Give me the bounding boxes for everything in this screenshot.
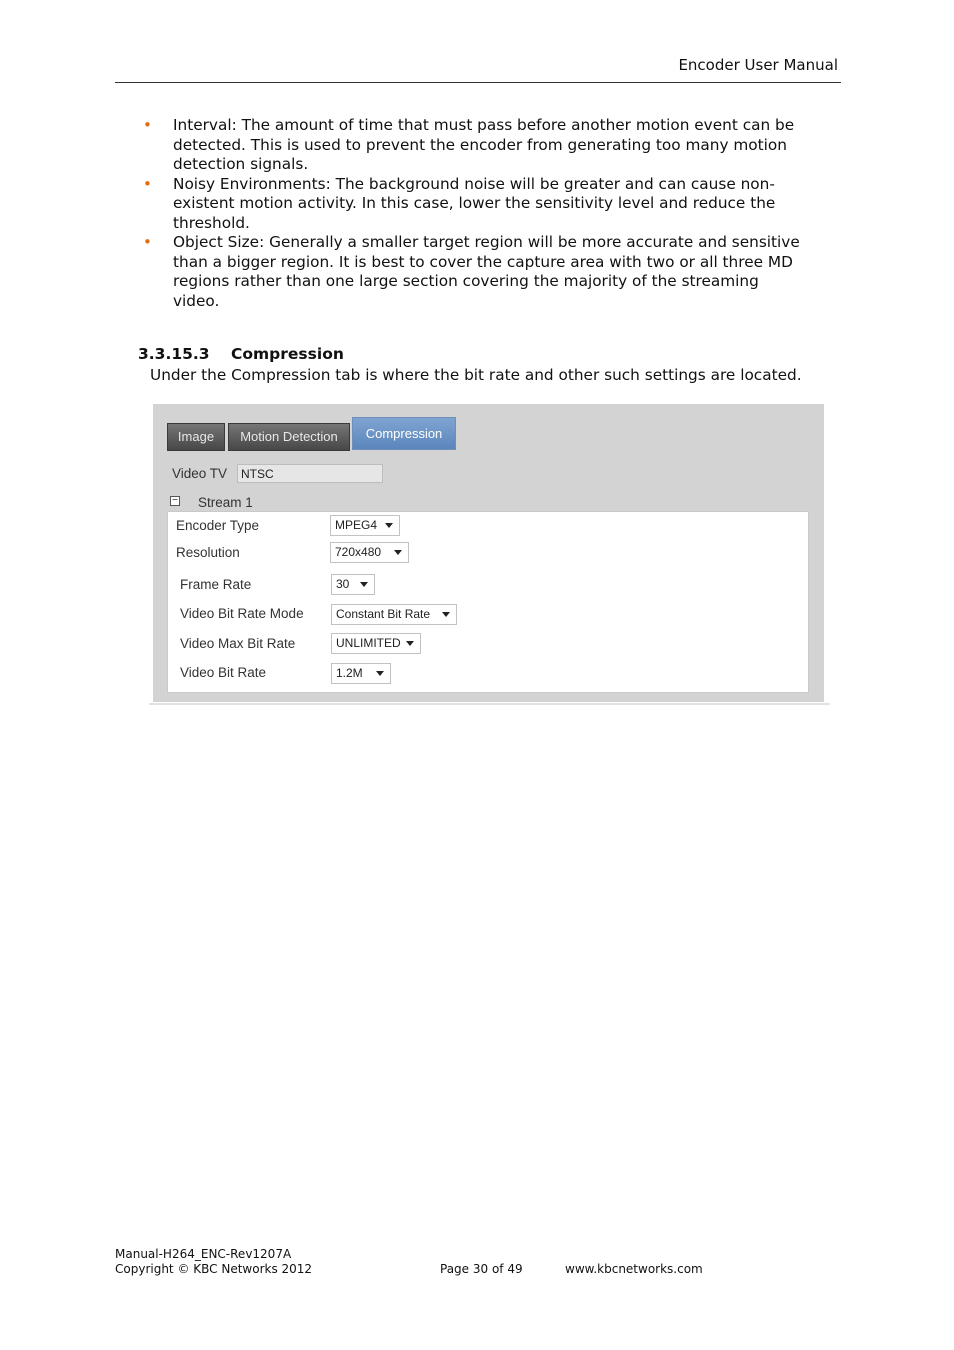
compression-settings-screenshot — [153, 404, 824, 702]
bullet-line: regions rather than one large section covering the majority of the streaming — [173, 272, 759, 290]
tab-compression[interactable]: Compression — [352, 417, 456, 450]
video-bit-rate-label: Video Bit Rate — [180, 665, 267, 680]
video-tv-label: Video TV — [172, 466, 228, 481]
chevron-down-icon — [360, 582, 368, 587]
resolution-value: 720x480 — [335, 545, 382, 559]
section-intro: Under the Compression tab is where the bit rate and other such settings are located. — [150, 366, 802, 384]
encoder-type-value: MPEG4 — [335, 518, 378, 532]
stream-settings-box — [167, 511, 809, 693]
encoder-type-select[interactable] — [330, 515, 400, 536]
section-title: Compression — [231, 345, 344, 363]
section-number: 3.3.15.3 — [138, 345, 210, 363]
chevron-down-icon — [376, 671, 384, 676]
encoder-type-label: Encoder Type — [176, 518, 260, 533]
frame-rate-select[interactable] — [331, 574, 375, 595]
bullet-item-noisy-environments — [138, 175, 848, 234]
video-max-bit-rate-value: UNLIMITED — [336, 636, 401, 650]
bullet-line: than a bigger region. It is best to cover the capture area with two or all three MD — [173, 252, 793, 271]
chevron-down-icon — [385, 523, 393, 528]
page-header-title: Encoder User Manual — [678, 56, 838, 74]
bullet-icon: • — [143, 174, 152, 193]
chevron-down-icon — [394, 550, 402, 555]
section-heading — [138, 345, 344, 363]
video-bit-rate-mode-label: Video Bit Rate Mode — [180, 606, 304, 621]
video-bit-rate-value: 1.2M — [336, 666, 363, 680]
video-tv-field: NTSC — [237, 464, 383, 483]
bullet-line: Object Size: Generally a smaller target region will be more accurate and sensitive — [173, 233, 800, 251]
footer-doc-id: Manual-H264_ENC-Rev1207A — [115, 1247, 292, 1261]
video-max-bit-rate-label: Video Max Bit Rate — [180, 636, 296, 651]
bullet-item-interval — [138, 116, 848, 175]
footer-copyright: Copyright © KBC Networks 2012 — [115, 1262, 313, 1276]
tab-motion-detection[interactable]: Motion Detection — [228, 423, 350, 451]
footer-page-number: Page 30 of 49 — [440, 1262, 523, 1276]
video-max-bit-rate-select[interactable] — [331, 633, 421, 654]
collapse-icon[interactable]: − — [170, 496, 180, 506]
bullet-line: detected. This is used to prevent the encoder from generating too many motion — [173, 135, 787, 154]
bullet-icon: • — [143, 116, 152, 134]
screenshot-baseline — [149, 703, 830, 705]
frame-rate-value: 30 — [336, 577, 350, 591]
bullet-line: detection signals. — [173, 155, 309, 173]
bullet-line: Interval: The amount of time that must pass before another motion event can be — [173, 116, 795, 134]
tab-image[interactable]: Image — [167, 423, 225, 451]
resolution-label: Resolution — [176, 545, 240, 560]
frame-rate-label: Frame Rate — [180, 577, 252, 592]
bullet-list — [138, 116, 848, 311]
chevron-down-icon — [406, 641, 414, 646]
bullet-line: video. — [173, 291, 220, 310]
video-bit-rate-select[interactable] — [331, 663, 391, 684]
resolution-select[interactable] — [330, 542, 409, 563]
chevron-down-icon — [442, 612, 450, 617]
bullet-item-object-size — [138, 233, 848, 311]
bullet-line: threshold. — [173, 213, 250, 232]
header-rule — [115, 82, 841, 83]
bullet-line: existent motion activity. In this case, lower the sensitivity level and reduce the — [173, 194, 776, 212]
video-bit-rate-mode-select[interactable] — [331, 604, 457, 625]
footer-website: www.kbcnetworks.com — [565, 1262, 703, 1276]
video-bit-rate-mode-value: Constant Bit Rate — [336, 607, 431, 621]
bullet-icon: • — [143, 233, 152, 251]
bullet-line: Noisy Environments: The background noise will be greater and can cause non- — [173, 174, 775, 193]
stream-label: Stream 1 — [198, 495, 253, 510]
